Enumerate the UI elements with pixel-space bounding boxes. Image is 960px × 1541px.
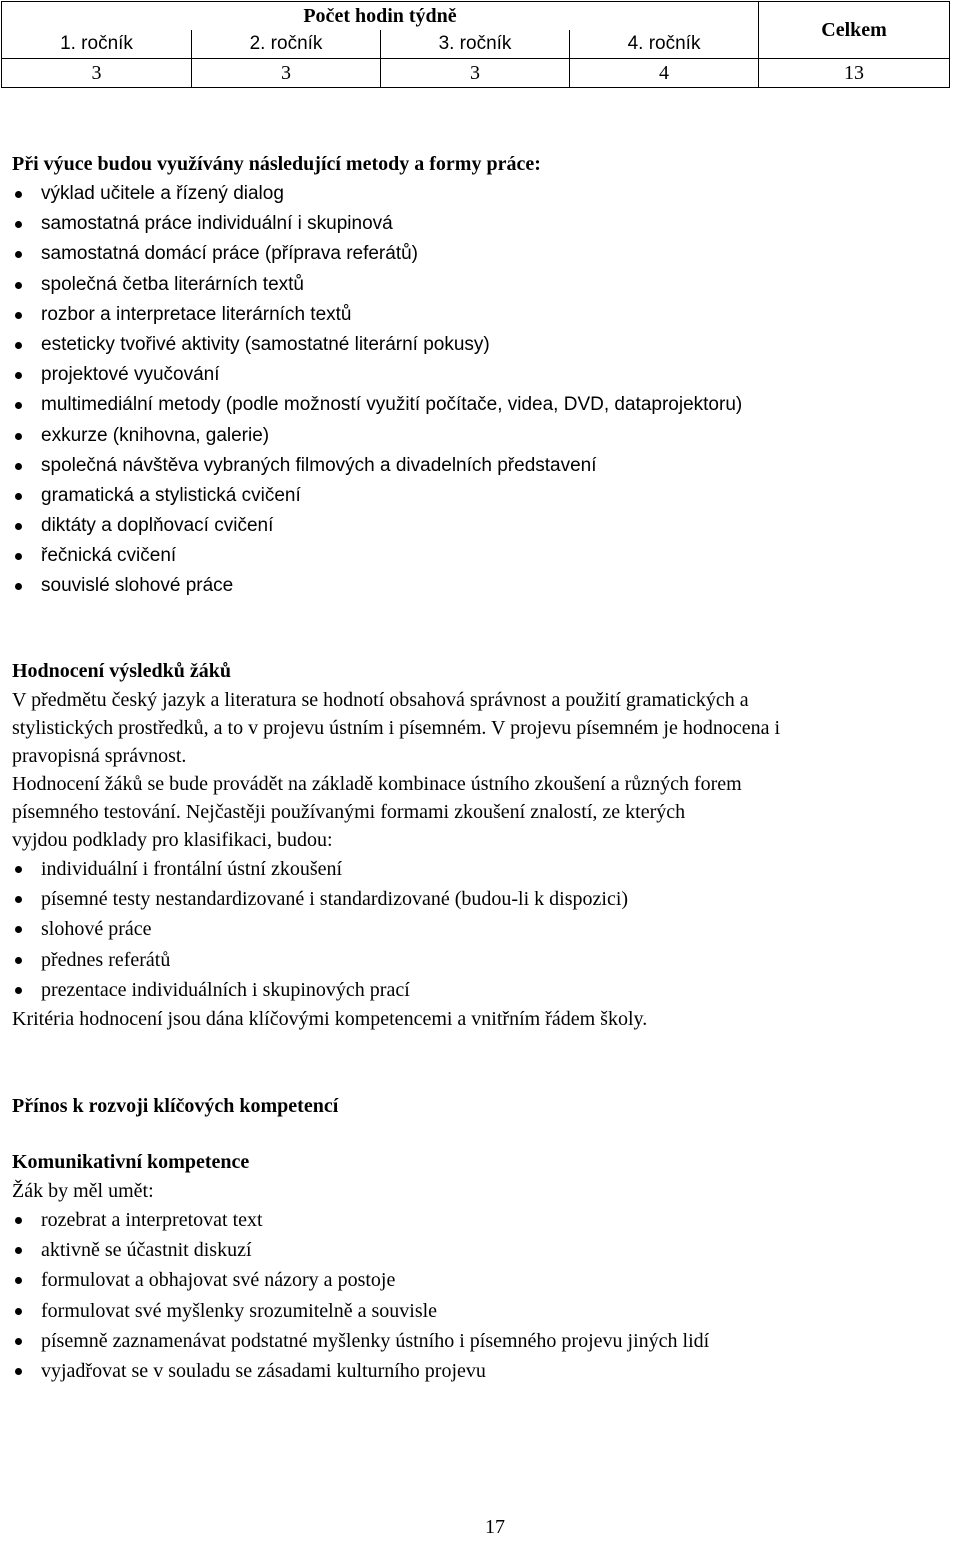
hours-value: 4 bbox=[570, 59, 759, 88]
competences-subheading: Komunikativní kompetence bbox=[12, 1151, 250, 1173]
list-item: prezentace individuálních i skupinových prací bbox=[12, 975, 960, 1005]
evaluation-heading: Hodnocení výsledků žáků bbox=[12, 660, 231, 682]
list-item: projektové vyučování bbox=[12, 360, 960, 390]
methods-list bbox=[12, 179, 960, 602]
list-item: výklad učitele a řízený dialog bbox=[12, 179, 960, 209]
evaluation-section bbox=[12, 656, 960, 1033]
column-header: 4. ročník bbox=[570, 30, 759, 59]
list-item: samostatná práce individuální i skupinová bbox=[12, 209, 960, 239]
total-header: Celkem bbox=[759, 2, 950, 59]
list-item: samostatná domácí práce (příprava referátů) bbox=[12, 239, 960, 269]
list-item: písemné testy nestandardizované i standardizované (budou-li k dispozici) bbox=[12, 884, 960, 914]
list-item: diktáty a doplňovací cvičení bbox=[12, 511, 960, 541]
hours-total: 13 bbox=[759, 59, 950, 88]
list-item: písemně zaznamenávat podstatné myšlenky ústního i písemného projevu jiných lidí bbox=[12, 1326, 960, 1356]
hours-table bbox=[1, 1, 950, 88]
list-item: rozbor a interpretace literárních textů bbox=[12, 300, 960, 330]
list-item: multimediální metody (podle možností využití počítače, videa, DVD, dataprojektoru) bbox=[12, 390, 960, 420]
evaluation-text-line: V předmětu český jazyk a literatura se hodnotí obsahová správnost a použití gramatických a bbox=[12, 689, 749, 711]
list-item: přednes referátů bbox=[12, 945, 960, 975]
evaluation-text-line: stylistických prostředků, a to v projevu ústním i písemném. V projevu písemném je hodnocena i bbox=[12, 717, 781, 739]
hours-value: 3 bbox=[192, 59, 381, 88]
evaluation-text-line: vyjdou podklady pro klasifikaci, budou: bbox=[12, 829, 333, 851]
list-item: gramatická a stylistická cvičení bbox=[12, 481, 960, 511]
list-item: společná návštěva vybraných filmových a divadelních představení bbox=[12, 451, 960, 481]
list-item: esteticky tvořivé aktivity (samostatné literární pokusy) bbox=[12, 330, 960, 360]
hours-value: 3 bbox=[381, 59, 570, 88]
list-item: slohové práce bbox=[12, 914, 960, 944]
evaluation-text-line: Hodnocení žáků se bude provádět na základě kombinace ústního zkoušení a různých forem bbox=[12, 773, 742, 795]
list-item: formulovat a obhajovat své názory a postoje bbox=[12, 1265, 960, 1295]
page-number: 17 bbox=[485, 1516, 505, 1538]
methods-section bbox=[12, 149, 960, 602]
competences-intro: Žák by měl umět: bbox=[12, 1180, 154, 1202]
column-header: 3. ročník bbox=[381, 30, 570, 59]
list-item: společná četba literárních textů bbox=[12, 270, 960, 300]
evaluation-list bbox=[12, 854, 960, 1005]
competences-section bbox=[12, 1091, 960, 1386]
competences-heading: Přínos k rozvoji klíčových kompetencí bbox=[12, 1095, 339, 1117]
competences-list bbox=[12, 1205, 960, 1386]
list-item: řečnická cvičení bbox=[12, 541, 960, 571]
evaluation-closing: Kritéria hodnocení jsou dána klíčovými kompetencemi a vnitřním řádem školy. bbox=[12, 1007, 648, 1030]
list-item: individuální i frontální ústní zkoušení bbox=[12, 854, 960, 884]
methods-heading: Při výuce budou využívány následující metody a formy práce: bbox=[12, 153, 541, 175]
list-item: formulovat své myšlenky srozumitelně a souvisle bbox=[12, 1296, 960, 1326]
hours-group-header: Počet hodin týdně bbox=[2, 2, 759, 31]
column-header: 2. ročník bbox=[192, 30, 381, 59]
evaluation-text-line: pravopisná správnost. bbox=[12, 745, 187, 767]
list-item: aktivně se účastnit diskuzí bbox=[12, 1235, 960, 1265]
list-item: exkurze (knihovna, galerie) bbox=[12, 421, 960, 451]
evaluation-text-line: písemného testování. Nejčastěji používanými formami zkoušení znalostí, ze kterých bbox=[12, 801, 686, 823]
hours-value: 3 bbox=[2, 59, 192, 88]
list-item: vyjadřovat se v souladu se zásadami kulturního projevu bbox=[12, 1356, 960, 1386]
list-item: souvislé slohové práce bbox=[12, 571, 960, 601]
list-item: rozebrat a interpretovat text bbox=[12, 1205, 960, 1235]
column-header: 1. ročník bbox=[2, 30, 192, 59]
